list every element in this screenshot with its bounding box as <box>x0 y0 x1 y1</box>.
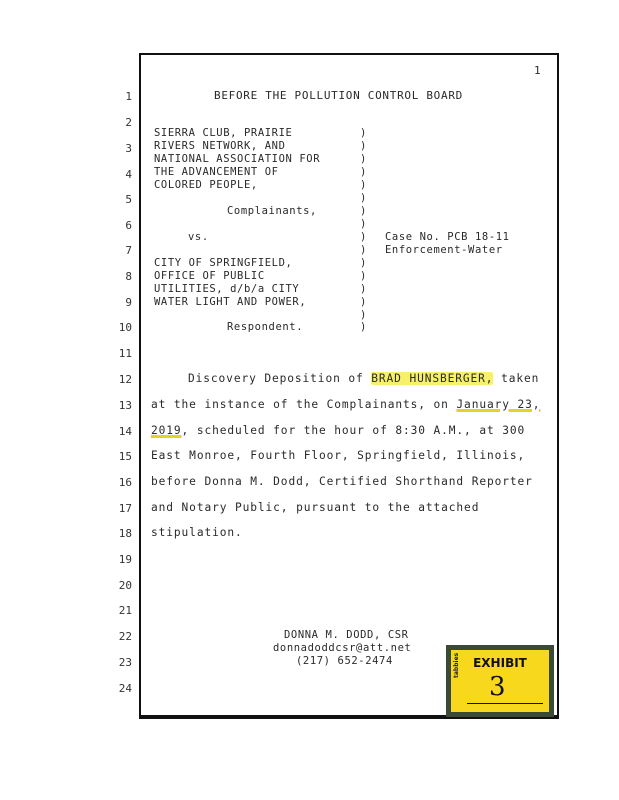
deposition-year-highlight: 2019 <box>151 424 182 437</box>
line-number: 1 <box>125 90 132 103</box>
plaintiff-line: RIVERS NETWORK, AND <box>154 140 286 152</box>
line-number: 17 <box>118 502 132 515</box>
line-number: 24 <box>118 682 132 695</box>
plaintiff-line: THE ADVANCEMENT OF <box>154 166 279 178</box>
caption-bracket: ) <box>360 309 367 321</box>
deponent-name-highlight: BRAD HUNSBERGER, <box>371 372 494 385</box>
body-line-18: stipulation. <box>151 526 243 539</box>
plaintiff-line: COLORED PEOPLE, <box>154 179 258 191</box>
respondent-line: WATER LIGHT AND POWER, <box>154 296 307 308</box>
versus-label: vs. <box>188 231 209 243</box>
page-number: 1 <box>534 64 541 77</box>
body-text: , scheduled for the hour of 8:30 A.M., at 300 <box>181 424 526 437</box>
body-line-12 <box>188 372 539 385</box>
exhibit-sticker <box>446 645 554 717</box>
line-number: 18 <box>118 527 132 540</box>
body-line-13 <box>151 398 540 411</box>
exhibit-handwritten-number: 3 <box>489 672 506 702</box>
line-number: 5 <box>125 193 132 206</box>
reporter-phone: (217) 652-2474 <box>296 655 393 667</box>
caption-bracket: ) <box>360 205 367 217</box>
line-number: 10 <box>118 321 132 334</box>
plaintiff-line: SIERRA CLUB, PRAIRIE <box>154 127 293 139</box>
body-line-15: East Monroe, Fourth Floor, Springfield, Illinois, <box>151 449 526 462</box>
body-line-17: and Notary Public, pursuant to the attached <box>151 501 480 514</box>
line-number: 11 <box>118 347 132 360</box>
body-text: at the instance of the Complainants, on <box>151 398 457 411</box>
caption-bracket: ) <box>360 321 367 333</box>
line-number: 2 <box>125 116 132 129</box>
caption-bracket: ) <box>360 218 367 230</box>
exhibit-signature-line <box>467 703 543 704</box>
line-number: 20 <box>118 579 132 592</box>
caption-bracket: ) <box>360 140 367 152</box>
plaintiff-line: NATIONAL ASSOCIATION FOR <box>154 153 321 165</box>
line-number: 15 <box>118 450 132 463</box>
body-text: taken <box>493 372 540 385</box>
line-number: 8 <box>125 270 132 283</box>
reporter-email: donnadoddcsr@att.net <box>273 642 412 654</box>
caption-bracket: ) <box>360 192 367 204</box>
reporter-name: DONNA M. DODD, CSR <box>284 629 409 641</box>
line-number: 12 <box>118 373 132 386</box>
line-number: 14 <box>118 425 132 438</box>
caption-bracket: ) <box>360 257 367 269</box>
exhibit-brand: tabbies <box>453 652 460 678</box>
line-number: 13 <box>118 399 132 412</box>
caption-bracket: ) <box>360 153 367 165</box>
line-number: 3 <box>125 142 132 155</box>
line-number: 22 <box>118 630 132 643</box>
caption-bracket: ) <box>360 244 367 256</box>
line-number: 19 <box>118 553 132 566</box>
board-title: BEFORE THE POLLUTION CONTROL BOARD <box>214 89 463 102</box>
complainants-label: Complainants, <box>227 205 317 217</box>
line-number: 23 <box>118 656 132 669</box>
caption-bracket: ) <box>360 179 367 191</box>
case-type: Enforcement-Water <box>385 244 503 256</box>
caption-bracket: ) <box>360 296 367 308</box>
caption-bracket: ) <box>360 283 367 295</box>
caption-bracket: ) <box>360 127 367 139</box>
respondent-label: Respondent. <box>227 321 304 333</box>
caption-bracket: ) <box>360 231 367 243</box>
body-text: Discovery Deposition of <box>188 372 372 385</box>
body-line-16: before Donna M. Dodd, Certified Shorthand Reporter <box>151 475 533 488</box>
line-number: 4 <box>125 168 132 181</box>
line-number: 9 <box>125 296 132 309</box>
body-line-14 <box>151 424 525 437</box>
respondent-line: CITY OF SPRINGFIELD, <box>154 257 293 269</box>
caption-bracket: ) <box>360 270 367 282</box>
respondent-line: UTILITIES, d/b/a CITY <box>154 283 300 295</box>
line-number: 21 <box>118 604 132 617</box>
line-number: 7 <box>125 244 132 257</box>
exhibit-title: EXHIBIT <box>473 656 527 670</box>
line-number: 16 <box>118 476 132 489</box>
deposition-date-highlight: January 23, <box>456 398 541 411</box>
case-number: Case No. PCB 18-11 <box>385 231 510 243</box>
line-number: 6 <box>125 219 132 232</box>
caption-bracket: ) <box>360 166 367 178</box>
respondent-line: OFFICE OF PUBLIC <box>154 270 265 282</box>
